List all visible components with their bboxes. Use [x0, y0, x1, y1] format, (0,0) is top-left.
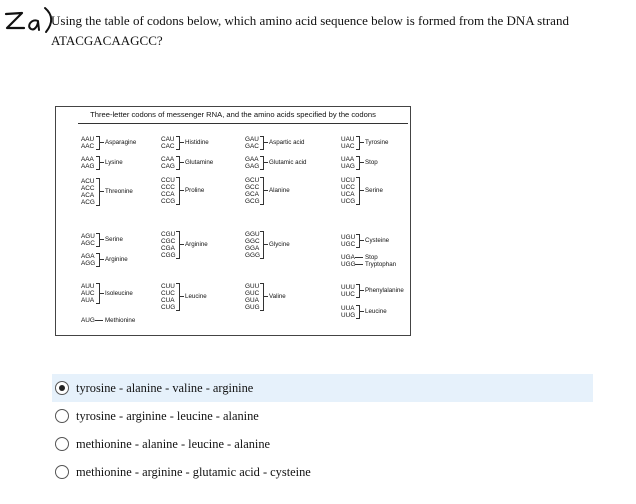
codon-brace-tick	[360, 311, 364, 312]
codon-brace	[356, 284, 360, 298]
codon: ACC	[81, 185, 95, 192]
codon-list	[81, 233, 95, 247]
codon: AAA	[81, 156, 94, 163]
amino-acid-label: Lysine	[105, 159, 123, 166]
codon-list	[341, 136, 355, 150]
codon-list	[341, 234, 355, 248]
codon: ACG	[81, 199, 95, 206]
codon: CGC	[161, 238, 176, 245]
codon: UGA	[341, 254, 355, 261]
codon-list	[81, 136, 94, 150]
codon-list	[341, 254, 355, 261]
codon-dash	[95, 320, 103, 321]
amino-acid-label: Tryptophan	[365, 261, 397, 268]
amino-acid-label: Serine	[105, 236, 123, 243]
codon: GCC	[245, 184, 260, 191]
codon: UCU	[341, 177, 355, 184]
codon: CGA	[161, 245, 175, 252]
codon: CGU	[161, 231, 176, 238]
codon: UGU	[341, 234, 356, 241]
codon-list	[161, 231, 176, 259]
codon: UUA	[341, 305, 355, 312]
codon-brace-tick	[100, 259, 104, 260]
codon: AUC	[81, 290, 95, 297]
codon: CUC	[161, 290, 175, 297]
codon-list	[245, 177, 260, 205]
question-text	[51, 11, 611, 51]
codon: GUG	[245, 304, 260, 311]
amino-acid-label: Leucine	[185, 293, 207, 300]
codon-list	[341, 305, 355, 319]
codon: AGU	[81, 233, 95, 240]
codon-brace	[96, 156, 100, 170]
codon-list	[341, 284, 355, 298]
codon-list	[81, 253, 95, 267]
codon: CCA	[161, 191, 175, 198]
codon-table-title: Three-letter codons of messenger RNA, and the amino acids specified by the codons	[90, 110, 376, 119]
codon-brace	[96, 233, 100, 247]
codon-list	[81, 178, 95, 206]
codon: CAA	[161, 156, 175, 163]
codon-brace-tick	[360, 142, 364, 143]
codon-brace	[260, 283, 264, 311]
codon: AGG	[81, 260, 96, 267]
codon: GAU	[245, 136, 259, 143]
codon-table-image	[55, 106, 411, 336]
codon: UCA	[341, 191, 355, 198]
radio-button[interactable]	[55, 381, 69, 395]
amino-acid-label: Serine	[365, 187, 383, 194]
codon-brace	[176, 231, 180, 259]
codon-brace-tick	[180, 162, 184, 163]
codon: AUU	[81, 283, 95, 290]
codon: UUC	[341, 291, 355, 298]
amino-acid-label: Alanine	[269, 187, 290, 194]
codon: GGC	[245, 238, 260, 245]
codon: CAU	[161, 136, 175, 143]
codon: GUA	[245, 297, 259, 304]
codon-brace	[260, 136, 264, 150]
codon-brace	[356, 305, 360, 319]
question-line-2: ATACGACAAGCC?	[51, 33, 163, 48]
answer-option-label: tyrosine - arginine - leucine - alanine	[76, 408, 259, 423]
codon: UUU	[341, 284, 355, 291]
codon: AGA	[81, 253, 95, 260]
codon-list	[81, 317, 95, 324]
codon-brace-tick	[180, 296, 184, 297]
answer-option-label: tyrosine - alanine - valine - arginine	[76, 380, 254, 395]
codon-brace	[96, 283, 100, 304]
codon: GGG	[245, 252, 260, 259]
codon-list	[245, 156, 259, 170]
codon: UCC	[341, 184, 355, 191]
codon-list	[245, 136, 259, 150]
codon-brace-tick	[180, 142, 184, 143]
answer-option[interactable]	[52, 374, 593, 402]
codon: CUU	[161, 283, 175, 290]
codon-brace-tick	[100, 142, 104, 143]
codon: CUG	[161, 304, 176, 311]
codon: AUA	[81, 297, 95, 304]
amino-acid-label: Phenylalanine	[365, 287, 404, 294]
amino-acid-label: Threonine	[105, 188, 133, 195]
codon: UGC	[341, 241, 356, 248]
amino-acid-label: Valine	[269, 293, 286, 300]
codon-brace	[356, 136, 360, 150]
codon-brace-tick	[264, 296, 268, 297]
amino-acid-label: Isoleucine	[105, 289, 133, 297]
answer-option[interactable]	[52, 402, 593, 430]
codon-brace	[96, 178, 100, 206]
codon: CCC	[161, 184, 175, 191]
codon: CCG	[161, 198, 176, 205]
codon: AAG	[81, 163, 95, 170]
amino-acid-label: Glutamic acid	[269, 159, 307, 166]
codon-brace	[176, 156, 180, 170]
codon-brace-tick	[264, 190, 268, 191]
codon-brace-tick	[180, 190, 184, 191]
codon: AAU	[81, 136, 95, 143]
codon-brace-tick	[100, 162, 104, 163]
amino-acid-label: Stop	[365, 159, 378, 166]
amino-acid-label: Asparagine	[105, 139, 137, 146]
codon: GCA	[245, 191, 259, 198]
codon-brace-tick	[264, 244, 268, 245]
codon-list	[245, 283, 260, 311]
answer-option-label: methionine - alanine - leucine - alanine	[76, 436, 271, 451]
amino-acid-label: Tyrosine	[365, 139, 389, 146]
question-line-1: Using the table of codons below, which amino acid sequence below is formed from the DNA strand	[51, 13, 569, 28]
codon: AGC	[81, 240, 95, 247]
codon-list	[161, 156, 175, 170]
codon: ACU	[81, 178, 95, 185]
codon-brace	[176, 136, 180, 150]
codon: UGG	[341, 261, 356, 268]
codon: CCU	[161, 177, 175, 184]
codon: CAC	[161, 143, 175, 150]
codon-list	[161, 177, 175, 205]
codon-dash	[355, 257, 363, 258]
codon-brace-tick	[360, 162, 364, 163]
codon-brace	[356, 177, 360, 205]
codon-list	[81, 156, 95, 170]
codon-brace-tick	[264, 162, 268, 163]
codon-list	[161, 283, 175, 311]
codon: GUU	[245, 283, 260, 290]
codon-brace	[176, 283, 180, 311]
codon: UAA	[341, 156, 355, 163]
codon-table-rule	[78, 123, 408, 124]
amino-acid-label: Aspartic acid	[269, 139, 305, 146]
answer-options	[52, 374, 593, 486]
codon-list	[341, 156, 355, 170]
codon: CAG	[161, 163, 175, 170]
codon: CGG	[161, 252, 176, 259]
codon-brace-tick	[180, 244, 184, 245]
codon: GCU	[245, 177, 260, 184]
amino-acid-label: Methionine	[105, 317, 136, 324]
codon-brace-tick	[360, 290, 364, 291]
codon-brace-tick	[360, 240, 364, 241]
codon-brace	[176, 177, 180, 205]
answer-option[interactable]	[52, 458, 593, 486]
amino-acid-label: Arginine	[105, 256, 128, 263]
answer-option[interactable]	[52, 430, 593, 458]
codon: UAC	[341, 143, 355, 150]
codon-brace	[96, 136, 100, 150]
codon: GAG	[245, 163, 260, 170]
codon-brace	[356, 156, 360, 170]
amino-acid-label: Histidine	[185, 139, 209, 146]
codon-brace	[356, 234, 360, 248]
codon: UAG	[341, 163, 355, 170]
codon: GUC	[245, 290, 260, 297]
codon: CUA	[161, 297, 175, 304]
codon-brace	[96, 253, 100, 267]
amino-acid-label: Arginine	[185, 241, 208, 248]
codon: GCG	[245, 198, 260, 205]
codon: AUG	[81, 317, 95, 324]
amino-acid-label: Cysteine	[365, 237, 390, 244]
codon-brace-tick	[100, 191, 104, 192]
codon: AAC	[81, 143, 95, 150]
codon-brace-tick	[100, 239, 104, 240]
amino-acid-label: Glycine	[269, 241, 290, 248]
radio-button[interactable]	[55, 409, 69, 423]
radio-button[interactable]	[55, 465, 69, 479]
amino-acid-label: Proline	[185, 187, 205, 194]
radio-button[interactable]	[55, 437, 69, 451]
codon-brace-tick	[264, 142, 268, 143]
codon-dash	[355, 264, 363, 265]
codon-list	[341, 261, 356, 268]
codon: GAA	[245, 156, 259, 163]
codon-brace-tick	[100, 293, 104, 294]
codon-list	[81, 283, 95, 304]
codon-brace	[260, 177, 264, 205]
codon: GAC	[245, 143, 259, 150]
codon-list	[161, 136, 175, 150]
codon: UUG	[341, 312, 356, 319]
codon: UCG	[341, 198, 356, 205]
codon-brace	[260, 156, 264, 170]
codon: GGA	[245, 245, 260, 252]
codon: GGU	[245, 231, 260, 238]
codon-list	[341, 177, 355, 205]
codon: ACA	[81, 192, 95, 199]
codon-list	[245, 231, 260, 259]
answer-option-label: methionine - arginine - glutamic acid - cysteine	[76, 464, 311, 479]
codon: UAU	[341, 136, 355, 143]
amino-acid-label: Stop	[365, 254, 378, 261]
codon-brace-tick	[360, 190, 364, 191]
codon-brace	[260, 231, 264, 259]
amino-acid-label: Leucine	[365, 308, 387, 315]
amino-acid-label: Glutamine	[185, 159, 214, 166]
